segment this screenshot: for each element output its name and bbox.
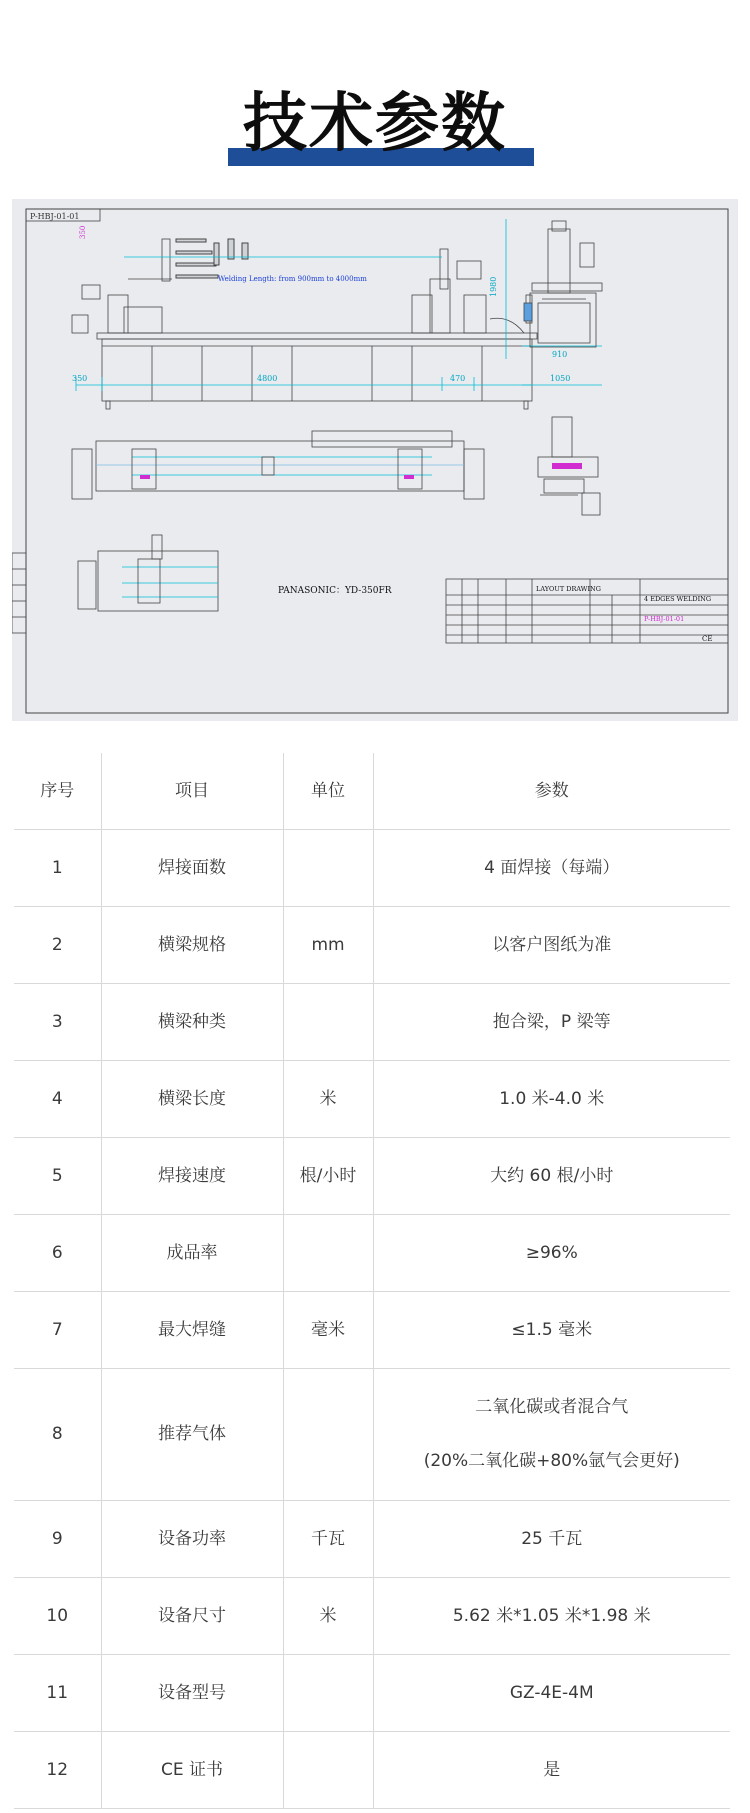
table-row <box>14 1291 730 1368</box>
table-row <box>14 829 730 906</box>
cell-value <box>373 1368 730 1500</box>
cell-unit <box>283 829 373 906</box>
title-block-name: 4 EDGES WELDING <box>644 595 712 603</box>
header-value: 参数 <box>373 753 730 829</box>
welding-length-note: Welding Length: from 900mm to 4000mm <box>218 275 367 283</box>
cell-no: 12 <box>14 1731 101 1808</box>
table-row <box>14 1214 730 1291</box>
layout-drawing <box>12 199 738 721</box>
header <box>0 0 750 200</box>
ce-mark: CE <box>702 635 713 643</box>
cell-item: 推荐气体 <box>101 1368 283 1500</box>
cell-item: 焊接速度 <box>101 1137 283 1214</box>
cell-value: 4 面焊接（每端） <box>373 829 730 906</box>
header-item: 项目 <box>101 753 283 829</box>
cell-no: 1 <box>14 829 101 906</box>
cell-unit: 毫米 <box>283 1291 373 1368</box>
title-block-layout: LAYOUT DRAWING <box>536 585 601 593</box>
cell-no: 10 <box>14 1577 101 1654</box>
cell-no: 5 <box>14 1137 101 1214</box>
cell-value-line1: 二氧化碳或者混合气 <box>475 1397 629 1417</box>
cell-value-line2: (20%二氧化碳+80%氩气会更好) <box>423 1451 680 1471</box>
cell-unit: 米 <box>283 1060 373 1137</box>
dim-height: 1980 <box>489 276 498 297</box>
cell-unit: mm <box>283 906 373 983</box>
cell-no: 6 <box>14 1214 101 1291</box>
table-row <box>14 1137 730 1214</box>
drawing-svg <box>12 199 738 721</box>
cell-value: GZ-4E-4M <box>373 1654 730 1731</box>
table-row <box>14 906 730 983</box>
drawing-tag: P-HBJ-01-01 <box>30 212 80 221</box>
cell-value: 1.0 米-4.0 米 <box>373 1060 730 1137</box>
table-row <box>14 1577 730 1654</box>
table-row <box>14 1060 730 1137</box>
table-row <box>14 1368 730 1500</box>
spec-table <box>14 753 730 1809</box>
model-note: PANASONIC：YD-350FR <box>278 586 392 596</box>
cell-item: 设备功率 <box>101 1500 283 1577</box>
cell-unit <box>283 1214 373 1291</box>
cell-value: 大约 60 根/小时 <box>373 1137 730 1214</box>
cell-value: 抱合梁，P 梁等 <box>373 983 730 1060</box>
dim-main: 4800 <box>257 374 278 383</box>
dim-left: 350 <box>72 374 88 383</box>
header-unit: 单位 <box>283 753 373 829</box>
cell-item: 设备尺寸 <box>101 1577 283 1654</box>
cell-no: 8 <box>14 1368 101 1500</box>
table-row <box>14 1500 730 1577</box>
table-row <box>14 1654 730 1731</box>
cell-unit <box>283 1368 373 1500</box>
cell-no: 4 <box>14 1060 101 1137</box>
table-row <box>14 1731 730 1808</box>
cell-value: 25 千瓦 <box>373 1500 730 1577</box>
dim-side-outer: 1050 <box>550 374 571 383</box>
cell-item: 焊接面数 <box>101 829 283 906</box>
dim-side-inner: 910 <box>552 350 568 359</box>
cell-item: 成品率 <box>101 1214 283 1291</box>
cell-value: 5.62 米*1.05 米*1.98 米 <box>373 1577 730 1654</box>
cell-item: 横梁规格 <box>101 906 283 983</box>
cell-item: 横梁长度 <box>101 1060 283 1137</box>
cell-value: 是 <box>373 1731 730 1808</box>
cell-no: 11 <box>14 1654 101 1731</box>
cell-value: 以客户图纸为准 <box>373 906 730 983</box>
cell-unit <box>283 1731 373 1808</box>
table-header-row <box>14 753 730 829</box>
cell-unit: 根/小时 <box>283 1137 373 1214</box>
cell-value: ≥96% <box>373 1214 730 1291</box>
cell-unit: 米 <box>283 1577 373 1654</box>
cell-item: 横梁种类 <box>101 983 283 1060</box>
cell-no: 9 <box>14 1500 101 1577</box>
header-no: 序号 <box>14 753 101 829</box>
page-title: 技术参数 <box>243 87 507 161</box>
cell-item: CE 证书 <box>101 1731 283 1808</box>
table-row <box>14 983 730 1060</box>
cell-no: 3 <box>14 983 101 1060</box>
cell-item: 最大焊缝 <box>101 1291 283 1368</box>
cell-no: 2 <box>14 906 101 983</box>
cell-unit <box>283 1654 373 1731</box>
cell-unit: 千瓦 <box>283 1500 373 1577</box>
cell-unit <box>283 983 373 1060</box>
title-block-code: P-HBJ-01-01 <box>644 615 685 623</box>
dim-small: 350 <box>79 225 87 239</box>
cell-item: 设备型号 <box>101 1654 283 1731</box>
side-view-2-mark <box>552 463 582 469</box>
cell-value: ≤1.5 毫米 <box>373 1291 730 1368</box>
cell-no: 7 <box>14 1291 101 1368</box>
dim-right: 470 <box>450 374 466 383</box>
